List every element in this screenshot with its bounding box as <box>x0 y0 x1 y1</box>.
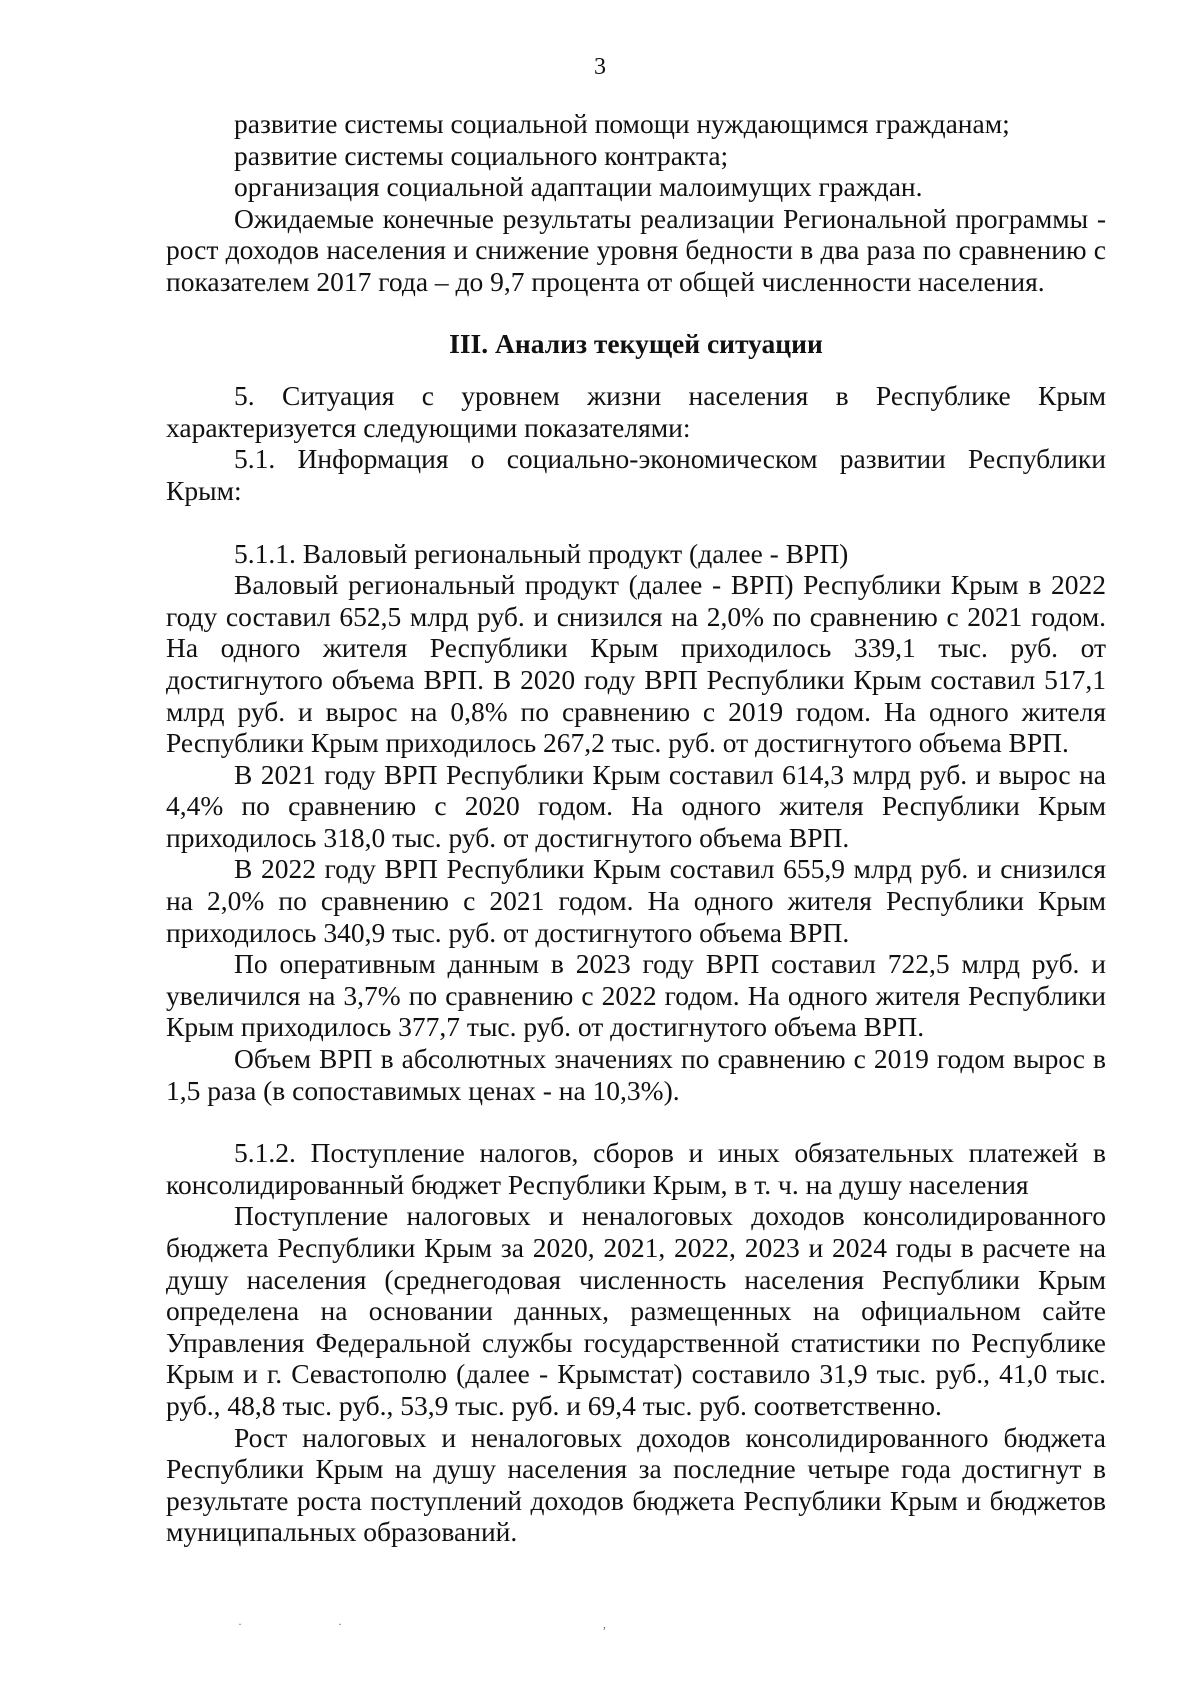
list-line-social-contract: развитие системы социального контракта; <box>234 139 729 171</box>
paragraph-tax-2: Рост налоговых и неналоговых доходов консолидированного бюджета Республики Крым на душу населения за последние четыре года достигнут в результате роста поступлений доходов бюджета Республики Крым и бюджетов муниципальных образований. <box>166 1421 1106 1548</box>
subsection-title-5-1-1: 5.1.1. Валовый региональный продукт (далее - ВРП) <box>234 537 849 569</box>
list-line-social-assistance: развитие системы социальной помощи нуждающимся гражданам; <box>234 108 1010 139</box>
section-heading: III. Анализ текущей ситуации <box>449 327 823 359</box>
subsection-title-5-1-2: 5.1.2. Поступление налогов, сборов и иных обязательных платежей в консолидированный бюджет Республики Крым, в т. ч. на душу населения <box>166 1137 1106 1200</box>
paragraph-expected-results: Ожидаемые конечные результаты реализации Региональной программы - рост доходов населения и снижение уровня бедности в два раза по сравнению с показателем 2017 года – до 9,7 процента от общей численности населения. <box>166 202 1106 297</box>
paragraph-tax-1: Поступление налоговых и неналоговых доходов консолидированного бюджета Республики Крым за 2020, 2021, 2022, 2023 и 2024 годы в расчете на душу населения (среднегодовая численность населения Республики Крым определена на основании данных, размещенных на официальном сайте Управления Федеральной службы государственной статистики по Республике Крым и г. Севастополю (далее - Крымстат) составило 31,9 тыс. руб., 41,0 тыс. руб., 48,8 тыс. руб., 53,9 тыс. руб. и 69,4 тыс. руб. соответственно. <box>166 1200 1106 1421</box>
page-number: 3 <box>594 54 606 80</box>
paragraph-5: 5. Ситуация с уровнем жизни населения в Республике Крым характеризуется следующими показателями: <box>166 380 1106 443</box>
list-line-social-adaptation: организация социальной адаптации малоимущих граждан. <box>234 171 923 203</box>
paragraph-vrp-1: Валовый региональный продукт (далее - ВРП) Республики Крым в 2022 году составил 652,5 млрд руб. и снизился на 2,0% по сравнению с 2021 годом. На одного жителя Республики Крым приходилось 339,1 тыс. руб. от достигнутого объема ВРП. В 2020 году ВРП Республики Крым составил 517,1 млрд руб. и вырос на 0,8% по сравнению с 2019 годом. На одного жителя Республики Крым приходилось 267,2 тыс. руб. от достигнутого объема ВРП. <box>166 569 1106 759</box>
paragraph-vrp-2: В 2021 году ВРП Республики Крым составил 614,3 млрд руб. и вырос на 4,4% по сравнению с 2020 годом. На одного жителя Республики Крым приходилось 318,0 тыс. руб. от достигнутого объема ВРП. <box>166 758 1106 853</box>
spacer <box>166 507 1106 538</box>
paragraph-vrp-4: По оперативным данным в 2023 году ВРП составил 722,5 млрд руб. и увеличился на 3,7% по сравнению с 2022 годом. На одного жителя Республики Крым приходилось 377,7 тыс. руб. от достигнутого объема ВРП. <box>166 948 1106 1043</box>
paragraph-vrp-5: Объем ВРП в абсолютных значениях по сравнению с 2019 годом вырос в 1,5 раза (в сопоставимых ценах - на 10,3%). <box>166 1043 1106 1106</box>
spacer <box>166 1106 1106 1137</box>
document-body <box>166 108 1106 1548</box>
scan-artifact-marks: · · , <box>238 1617 636 1631</box>
paragraph-5-1: 5.1. Информация о социально-экономическом развитии Республики Крым: <box>166 443 1106 506</box>
paragraph-vrp-3: В 2022 году ВРП Республики Крым составил 655,9 млрд руб. и снизился на 2,0% по сравнению с 2021 годом. На одного жителя Республики Крым приходилось 340,9 тыс. руб. от достигнутого объема ВРП. <box>166 853 1106 948</box>
